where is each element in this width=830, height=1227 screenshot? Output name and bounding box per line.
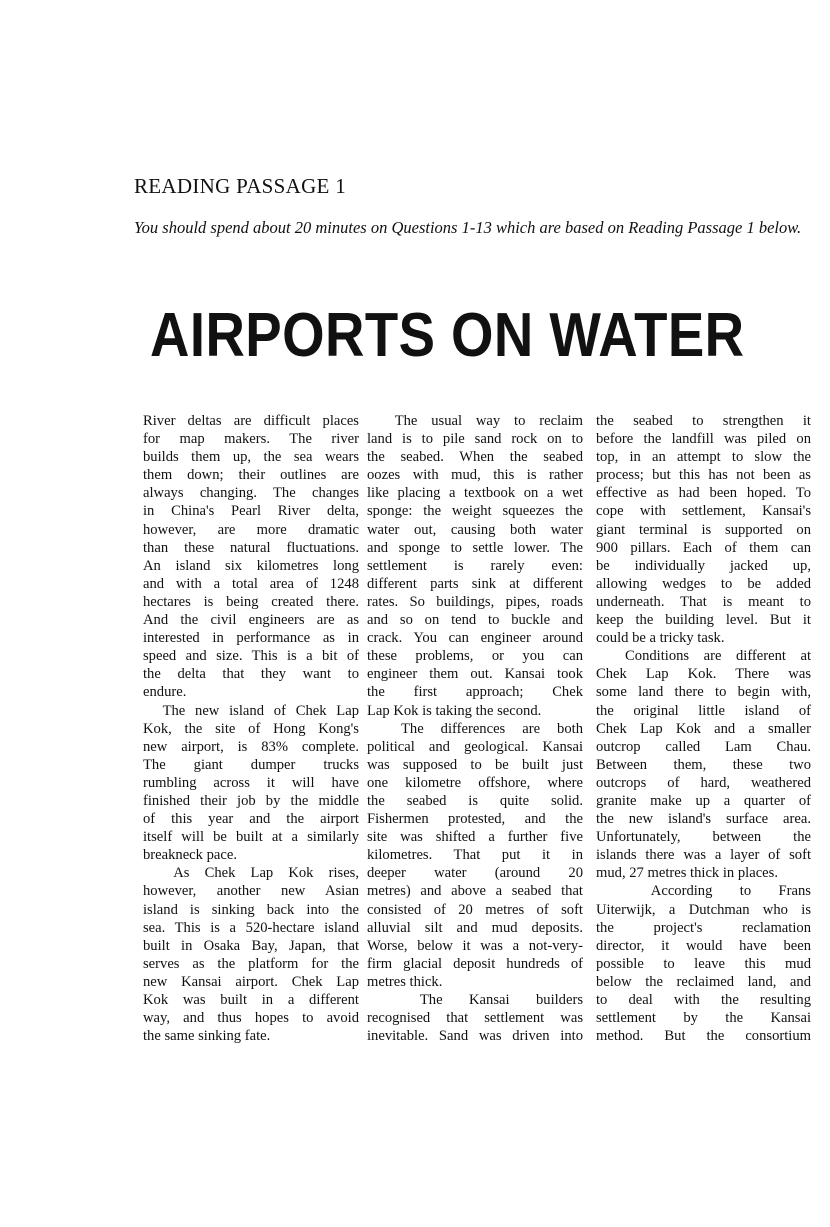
text-line: oozes with mud, this is rather xyxy=(367,467,583,484)
text-line: political and geological. Kansai xyxy=(367,738,583,755)
text-line: According to Frans xyxy=(596,883,811,900)
text-line: some land there to begin with, xyxy=(596,684,811,701)
article-title: AIRPORTS ON WATER xyxy=(150,301,745,370)
text-line: new Kansai airport. Chek Lap xyxy=(143,973,359,990)
text-line: keep the building level. But it xyxy=(596,612,811,629)
text-line: kilometres. That put it in xyxy=(367,847,583,864)
text-line: and sponge to settle lower. The xyxy=(367,539,583,556)
text-line: for map makers. The river xyxy=(143,431,359,448)
text-line: islands there was a layer of soft xyxy=(596,847,811,864)
text-line: be individually jacked up, xyxy=(596,557,811,574)
text-line: firm glacial deposit hundreds of xyxy=(367,955,583,972)
text-line: recognised that settlement was xyxy=(367,1010,583,1027)
article-column-3 xyxy=(596,412,811,1045)
text-line: the project's reclamation xyxy=(596,919,811,936)
text-line: engineer them out. Kansai took xyxy=(367,666,583,683)
text-line: finished their job by the middle xyxy=(143,792,359,809)
text-line: giant terminal is supported on xyxy=(596,521,811,538)
text-line: the seabed to strengthen it xyxy=(596,413,811,429)
text-line: metres) and above a seabed that xyxy=(367,883,583,900)
text-line: An island six kilometres long xyxy=(143,557,359,574)
text-line: allowing wedges to be added xyxy=(596,575,811,592)
section-heading: READING PASSAGE 1 xyxy=(134,174,347,198)
text-line: of this year and the airport xyxy=(143,811,359,828)
text-line: inevitable. Sand was driven into xyxy=(367,1028,583,1045)
text-line: Worse, below it was a not-very- xyxy=(367,937,583,954)
text-line: in China's Pearl River delta, xyxy=(143,503,359,520)
article-body xyxy=(143,412,811,1045)
text-line: sponge: the weight squeezes the xyxy=(367,503,583,520)
text-line: As Chek Lap Kok rises, xyxy=(143,865,359,882)
text-line: cope with settlement, Kansai's xyxy=(596,503,811,520)
text-line: speed and size. This is a bit of xyxy=(143,648,359,665)
text-line: The usual way to reclaim xyxy=(367,413,583,429)
text-line: land is to pile sand rock on to xyxy=(367,431,583,448)
text-line: Chek Lap Kok. There was xyxy=(596,666,811,683)
text-line: below the reclaimed land, and xyxy=(596,973,811,990)
text-line: method. But the consortium xyxy=(596,1028,811,1045)
text-line: top, in an attempt to slow the xyxy=(596,449,811,466)
text-line: than these natural fluctuations. xyxy=(143,539,359,556)
text-line: and so on tend to buckle and xyxy=(367,612,583,629)
text-line: The new island of Chek Lap xyxy=(143,702,359,719)
text-line: Unfortunately, between the xyxy=(596,829,811,846)
text-line: the delta that they want to xyxy=(143,666,359,683)
text-line: Lap Kok is taking the second. xyxy=(367,702,542,719)
text-line: outcrop called Lam Chau. xyxy=(596,738,811,755)
text-line: Kok was built in a different xyxy=(143,992,359,1008)
text-line: underneath. That is meant to xyxy=(596,593,811,610)
text-line: Between them, these two xyxy=(596,756,811,773)
text-line: rumbling across it will have xyxy=(143,774,359,791)
text-line: Conditions are different at xyxy=(596,648,811,665)
text-line: the seabed. When the seabed xyxy=(367,449,583,466)
text-line: the seabed is quite solid. xyxy=(367,792,583,809)
article-column-2 xyxy=(367,412,583,1045)
text-line: way, and thus hopes to avoid xyxy=(143,1010,359,1027)
text-line: water out, causing both water xyxy=(367,521,583,538)
text-line: mud, 27 metres thick in places. xyxy=(596,865,778,882)
article-column-1 xyxy=(143,412,359,1045)
text-line: Fishermen protested, and the xyxy=(367,811,583,828)
text-line: alluvial silt and mud deposits. xyxy=(367,919,583,936)
text-line: however, another new Asian xyxy=(143,883,359,900)
text-line: island is sinking back into the xyxy=(143,901,359,918)
text-line: like placing a textbook on a wet xyxy=(367,485,583,502)
text-line: always changing. The changes xyxy=(143,485,359,502)
text-line: Uiterwijk, a Dutchman who is xyxy=(596,901,811,918)
text-line: was supposed to be built just xyxy=(367,756,583,773)
text-line: different parts sink at different xyxy=(367,575,583,592)
text-line: possible to leave this mud xyxy=(596,955,811,972)
text-line: breakneck pace. xyxy=(143,847,237,864)
text-line: and with a total area of 1248 xyxy=(143,575,359,592)
text-line: the first approach; Chek xyxy=(367,684,583,701)
text-line: the new island's surface area. xyxy=(596,811,811,828)
text-line: settlement by the Kansai xyxy=(596,1010,811,1027)
text-line: settlement is rarely even: xyxy=(367,557,583,574)
text-line: endure. xyxy=(143,684,187,701)
text-line: 900 pillars. Each of them can xyxy=(596,539,811,556)
text-line: serves as the platform for the xyxy=(143,955,359,972)
text-line: could be a tricky task. xyxy=(596,630,725,647)
text-line: The giant dumper trucks xyxy=(143,756,359,773)
text-line: sea. This is a 520-hectare island xyxy=(143,919,359,936)
text-line: before the landfill was piled on xyxy=(596,431,811,448)
text-line: And the civil engineers are as xyxy=(143,612,359,629)
text-line: these problems, or you can xyxy=(367,648,583,665)
text-line: the same sinking fate. xyxy=(143,1028,271,1045)
text-line: effective as had been hoped. To xyxy=(596,485,811,502)
text-line: hectares is being created there. xyxy=(143,593,359,610)
text-line: interested in performance as in xyxy=(143,630,359,647)
text-line: itself will be built at a similarly xyxy=(143,829,359,846)
text-line: the original little island of xyxy=(596,702,811,719)
text-line: process; but this has not been as xyxy=(596,467,811,484)
text-line: built in Osaka Bay, Japan, that xyxy=(143,937,359,954)
text-line: builds them up, the sea wears xyxy=(143,449,359,466)
instruction-text: You should spend about 20 minutes on Questions 1-13 which are based on Reading Passage 1 below. xyxy=(134,218,802,237)
text-line: Chek Lap Kok and a smaller xyxy=(596,720,811,737)
text-line: River deltas are difficult places xyxy=(143,413,359,429)
text-line: site was shifted a further five xyxy=(367,829,583,846)
text-line: director, it would have been xyxy=(596,937,811,954)
text-line: consisted of 20 metres of soft xyxy=(367,901,583,918)
text-line: deeper water (around 20 xyxy=(367,865,583,882)
text-line: crack. You can engineer around xyxy=(367,630,583,647)
text-line: one kilometre offshore, where xyxy=(367,774,583,791)
text-line: rates. So buildings, pipes, roads xyxy=(367,593,583,610)
text-line: granite make up a quarter of xyxy=(596,792,811,809)
text-line: new airport, is 83% complete. xyxy=(143,738,359,755)
text-line: Kok, the site of Hong Kong's xyxy=(143,720,359,737)
text-line: them down; their outlines are xyxy=(143,467,359,484)
text-line: The Kansai builders xyxy=(367,992,583,1008)
text-line: however, are more dramatic xyxy=(143,521,359,538)
text-line: outcrops of hard, weathered xyxy=(596,774,811,791)
text-line: metres thick. xyxy=(367,973,443,990)
text-line: to deal with the resulting xyxy=(596,992,811,1008)
text-line: The differences are both xyxy=(367,720,583,737)
